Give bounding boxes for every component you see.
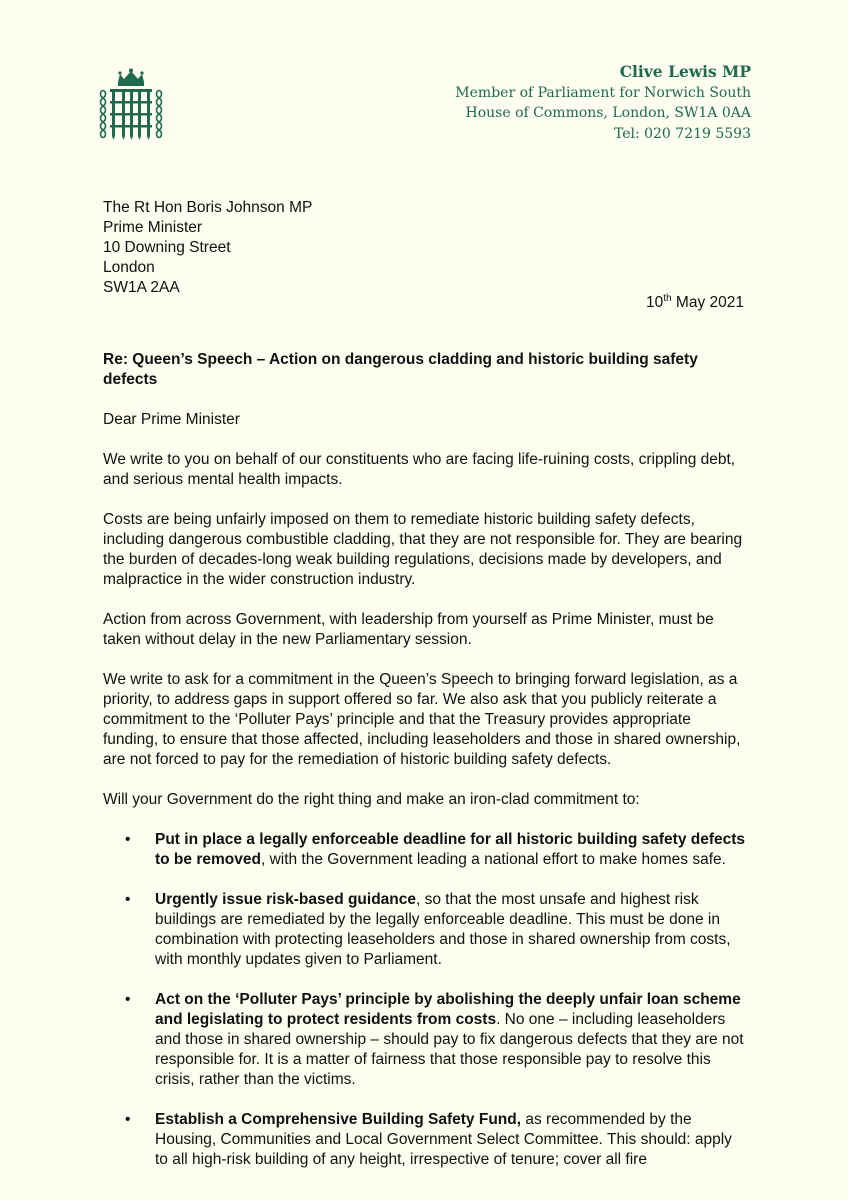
recipient-address <box>103 198 312 298</box>
list-item <box>103 890 748 970</box>
bullet-text: as recommended by the Housing, Communities and Local Government Select Committee. This should: apply to all high-risk building of any height, irrespective of tenure; cover all fire <box>155 1111 732 1168</box>
bullet-bold-text: Act on the ‘Polluter Pays’ principle by abolishing the deeply unfair loan scheme and legislating to protect residents from costs <box>155 991 741 1028</box>
mp-telephone: Tel: 020 7219 5593 <box>613 125 751 142</box>
letterhead <box>455 62 751 144</box>
subject-line: Re: Queen’s Speech – Action on dangerous cladding and historic building safety defects <box>103 351 698 388</box>
bullet-text: . No one – including leaseholders and those in shared ownership – should pay to fix dangerous defects that they are not responsible for. It is a matter of fairness that those responsible pay to resolve this crisis, rather than the victims. <box>155 1011 744 1088</box>
mp-name: Clive Lewis MP <box>619 62 751 81</box>
letter-date <box>646 293 744 313</box>
commitments-list <box>103 830 748 1170</box>
bullet-bold-text: Establish a Comprehensive Building Safety Fund, <box>155 1111 522 1128</box>
letter-body <box>103 350 748 1190</box>
salutation: Dear Prime Minister <box>103 411 240 428</box>
date-suffix: th <box>663 292 672 304</box>
bullet-icon: • <box>125 891 131 908</box>
bullet-icon: • <box>125 991 131 1008</box>
mp-role: Member of Parliament for Norwich South <box>455 84 751 101</box>
recipient-line: SW1A 2AA <box>103 279 180 296</box>
paragraph: We write to ask for a commitment in the Queen’s Speech to bringing forward legislation, as a priority, to address gaps in support offered so far. We also ask that you publicly reiterate a commitment to the ‘Polluter Pays’ principle and that the Treasury provides appropriate funding, to ensure that those affected, including leaseholders and those in shared ownership, are not forced to pay for the remediation of historic building safety defects. <box>103 671 741 768</box>
date-day: 10 <box>646 294 664 311</box>
recipient-line: Prime Minister <box>103 219 203 236</box>
list-item <box>103 830 748 870</box>
bullet-bold-text: Put in place a legally enforceable deadline for all historic building safety defects to be removed <box>155 831 746 868</box>
bullet-text: , with the Government leading a national effort to make homes safe. <box>260 851 726 868</box>
list-item <box>103 1110 748 1170</box>
portcullis-icon <box>96 68 166 143</box>
recipient-line: London <box>103 259 155 276</box>
bullet-text: , so that the most unsafe and highest risk buildings are remediated by the legally enforceable deadline. This must be done in combination with protecting leaseholders and those in shared ownership from costs, with monthly updates given to Parliament. <box>155 891 731 968</box>
recipient-line: 10 Downing Street <box>103 239 231 256</box>
paragraph: We write to you on behalf of our constituents who are facing life-ruining costs, crippling debt, and serious mental health impacts. <box>103 451 736 488</box>
bullet-icon: • <box>125 831 131 848</box>
date-rest: May 2021 <box>671 294 744 311</box>
bullet-bold-text: Urgently issue risk-based guidance <box>155 891 417 908</box>
paragraph: Costs are being unfairly imposed on them to remediate historic building safety defects, including dangerous combustible cladding, that they are not responsible for. They are bearing the burden of decades-long weak building regulations, decisions made by developers, and malpractice in the wider construction industry. <box>103 511 743 588</box>
paragraph: Will your Government do the right thing and make an iron-clad commitment to: <box>103 791 640 808</box>
recipient-line: The Rt Hon Boris Johnson MP <box>103 199 313 216</box>
paragraph: Action from across Government, with leadership from yourself as Prime Minister, must be taken without delay in the new Parliamentary session. <box>103 611 714 648</box>
list-item <box>103 990 748 1090</box>
mp-address: House of Commons, London, SW1A 0AA <box>465 105 751 121</box>
bullet-icon: • <box>125 1111 131 1128</box>
